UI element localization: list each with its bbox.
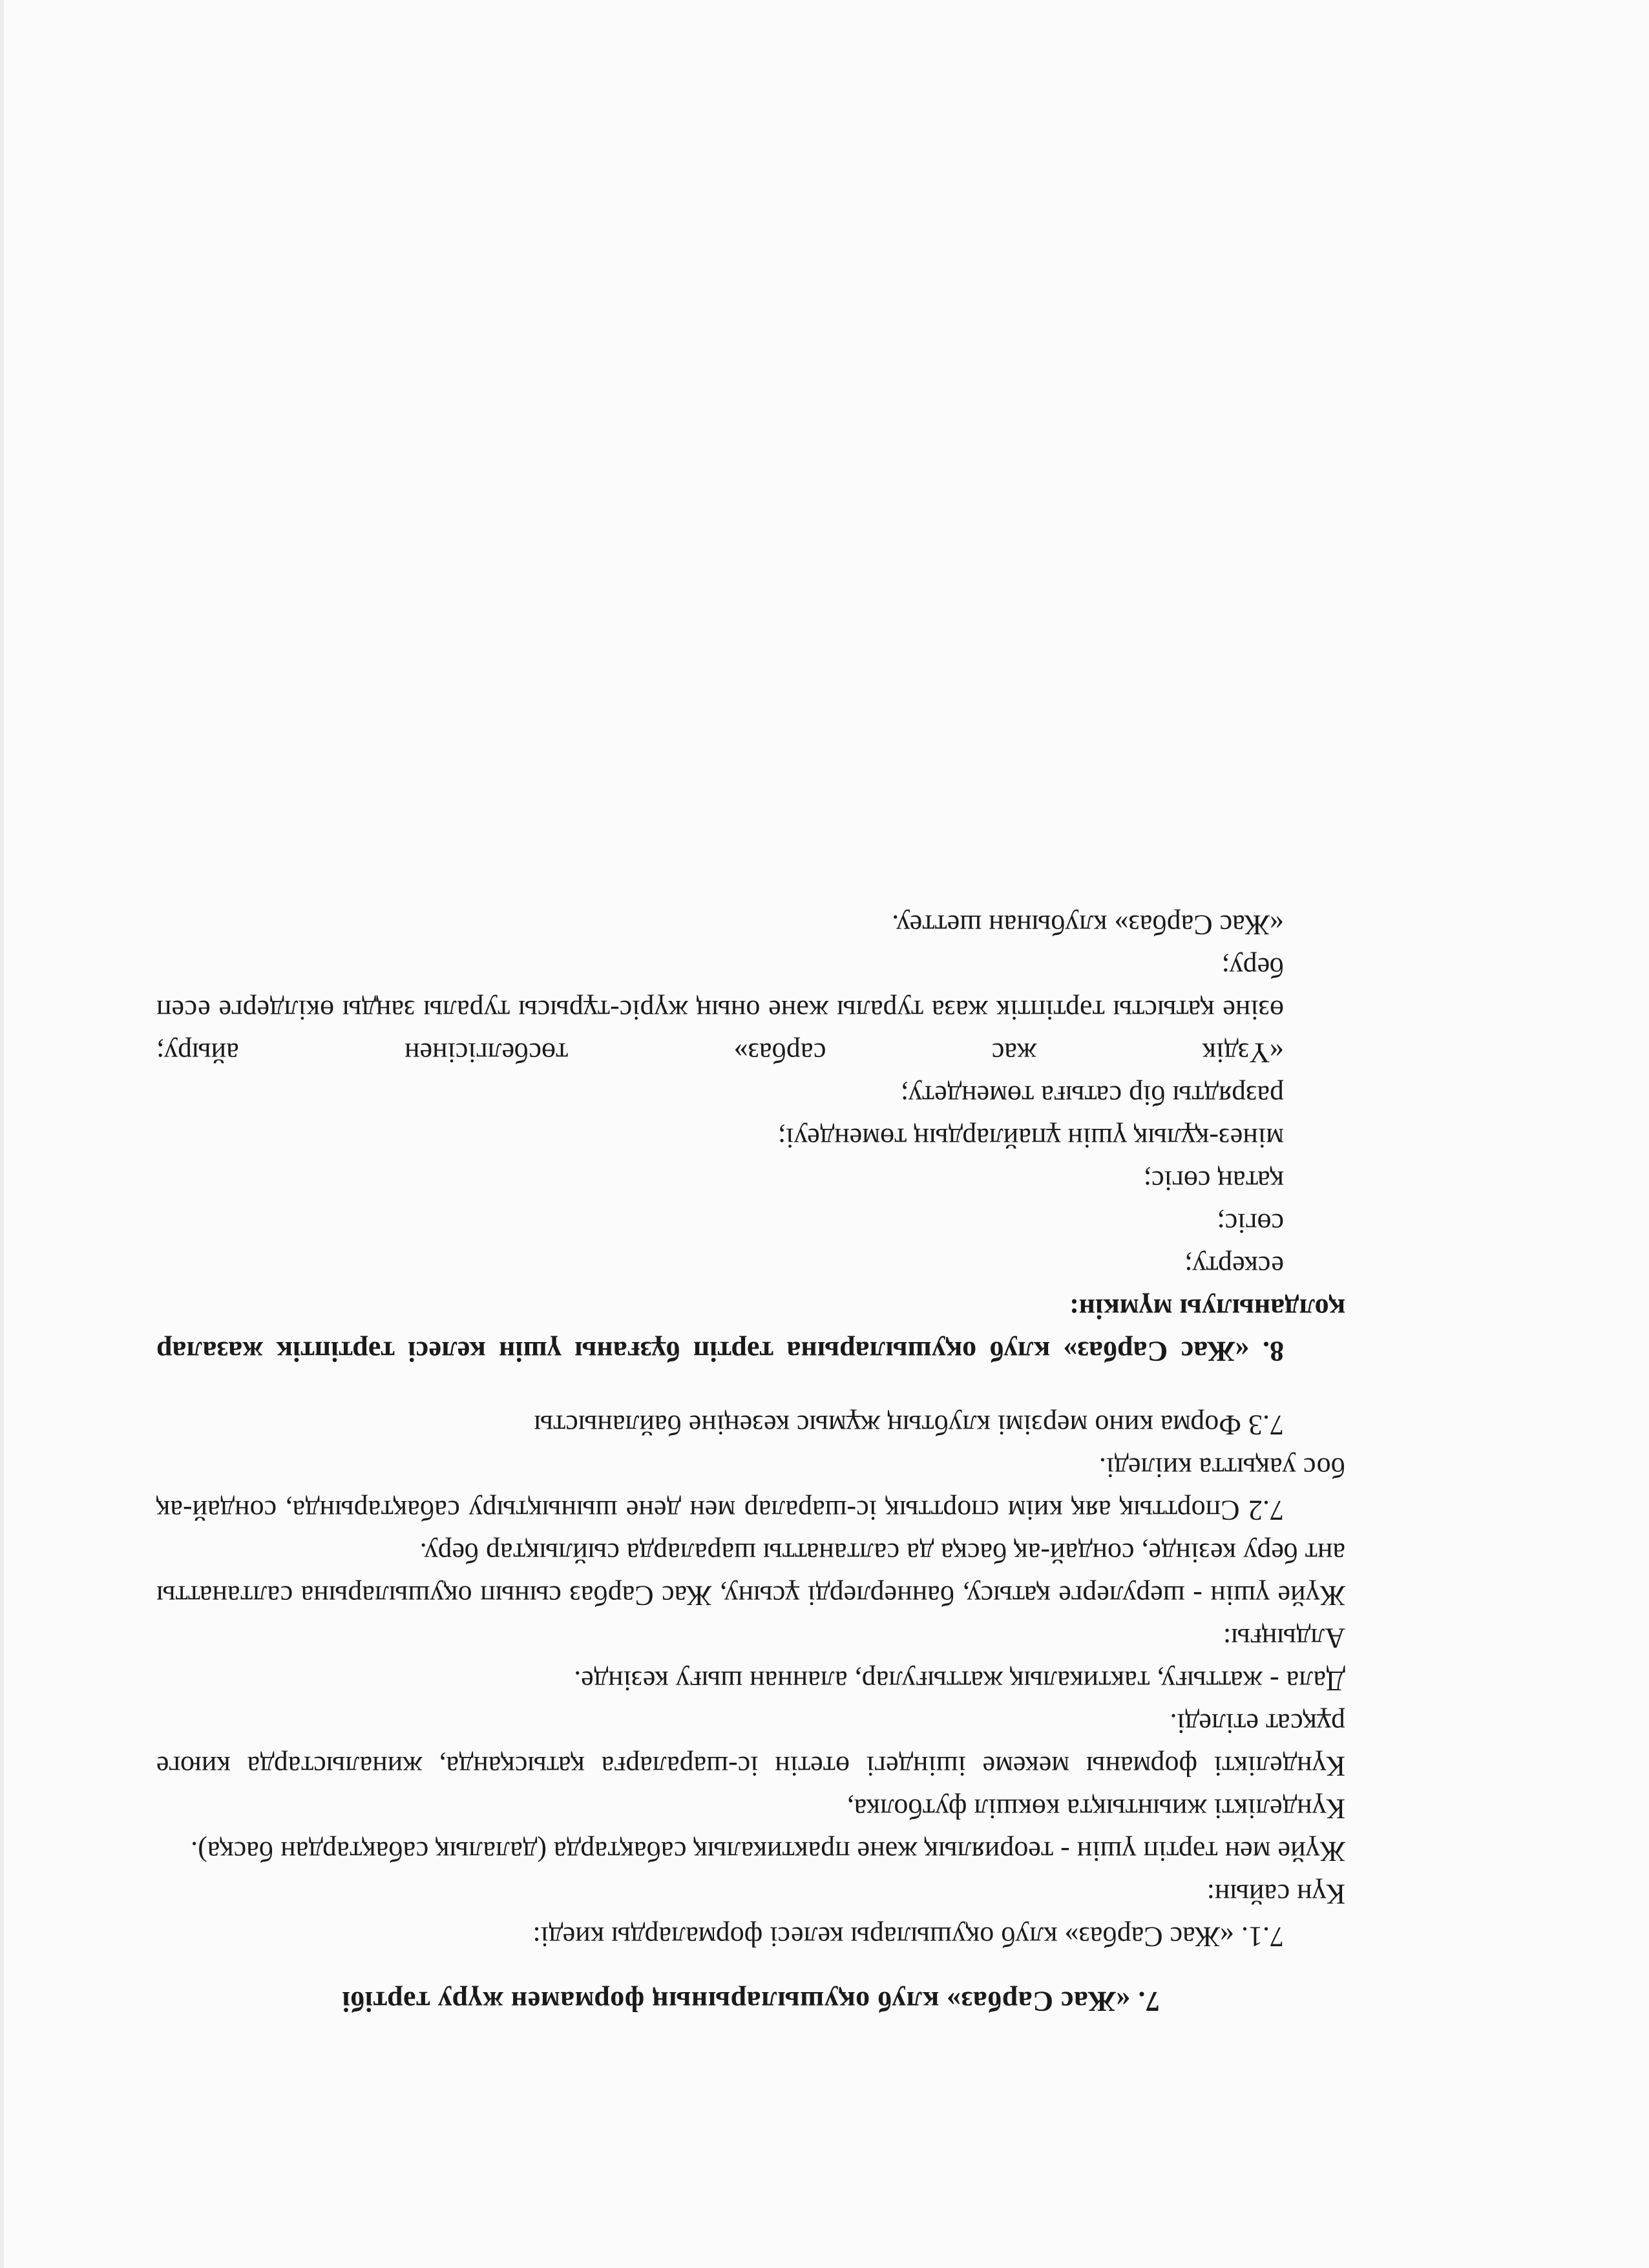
section-spacer xyxy=(156,1372,1345,1403)
clause-7-1: 7.1. «Жас Сарбаз» клуб оқушылары келесі формаларды киеді: xyxy=(532,1921,1284,1953)
penalty-item: «Үздік жас сарбаз» төсбелгісінен айыру; xyxy=(156,1037,1284,1069)
page-content xyxy=(156,903,1345,2022)
penalty-item: қатаң сөгіс; xyxy=(1143,1165,1284,1197)
scan-edge xyxy=(0,0,4,2268)
ceremonial-uniform-text: Жүйе үшін - шерулерге қатысу, баннерлерді ұсыну, Жас Сарбаз сынып оқушыларына салтанатты ант беру кезінде, сондай-ақ басқа да салтанатты шараларда сыйлықтар беру. xyxy=(156,1537,1345,1612)
penalty-item: разрядты бір сатыға төмендету; xyxy=(900,1080,1284,1111)
front-label: Алдыңғы: xyxy=(1223,1622,1345,1654)
clause-7-2: 7.2 Спорттық аяқ киім спорттық іс-шаралар мен дене шынықтыру сабақтарында, сондай-ақ бос уақытта киіледі. xyxy=(156,1452,1345,1526)
daily-uniform-text: Жүйе мен тәртіп үшін - теориялық және практикалық сабақтарда (далалық сабақтардан басқа). xyxy=(191,1836,1345,1867)
penalty-item: сөгіс; xyxy=(1217,1208,1284,1239)
field-uniform-text: Дала - жаттығу, тактикалық жаттығулар, аланнан шығу кезінде. xyxy=(574,1665,1345,1697)
penalty-item: мінез-құлық үшін ұпайлардың төмендеуі; xyxy=(777,1122,1284,1154)
penalty-item: ескерту; xyxy=(1184,1250,1284,1282)
daily-label: Күн сайын: xyxy=(1206,1878,1345,1910)
penalty-item: «Жас Сарбаз» клубынан шеттеу. xyxy=(892,909,1284,941)
section-8-title: 8. «Жас Сарбаз» клуб оқушыларына тәртіп бұзғаны үшін келесі тәртіптік жазалар қолданылуы мүмкін: xyxy=(156,1293,1345,1367)
daily-uniform-permission: Күнделікті форманы мекеме ішіндегі өтетін іс-шараларға қатысқанда, жиналыстарда киюге рұқсат етіледі. xyxy=(156,1708,1345,1782)
clause-7-3: 7.3 Форма кино мерзімі клубтың жұмыс кезеңіне байланысты xyxy=(534,1409,1284,1441)
daily-set-text: Күнделікті жиынтықта көкшіл футболка, xyxy=(846,1793,1345,1825)
section-7-title: 7. «Жас Сарбаз» клуб оқушыларының формамен жүру тәртібі xyxy=(342,1986,1160,2017)
penalty-item: өзіне қатысты тәртіптік жаза туралы және оның жүріс-тұрысы туралы заңды өкілдерге есеп беру; xyxy=(156,952,1284,1026)
